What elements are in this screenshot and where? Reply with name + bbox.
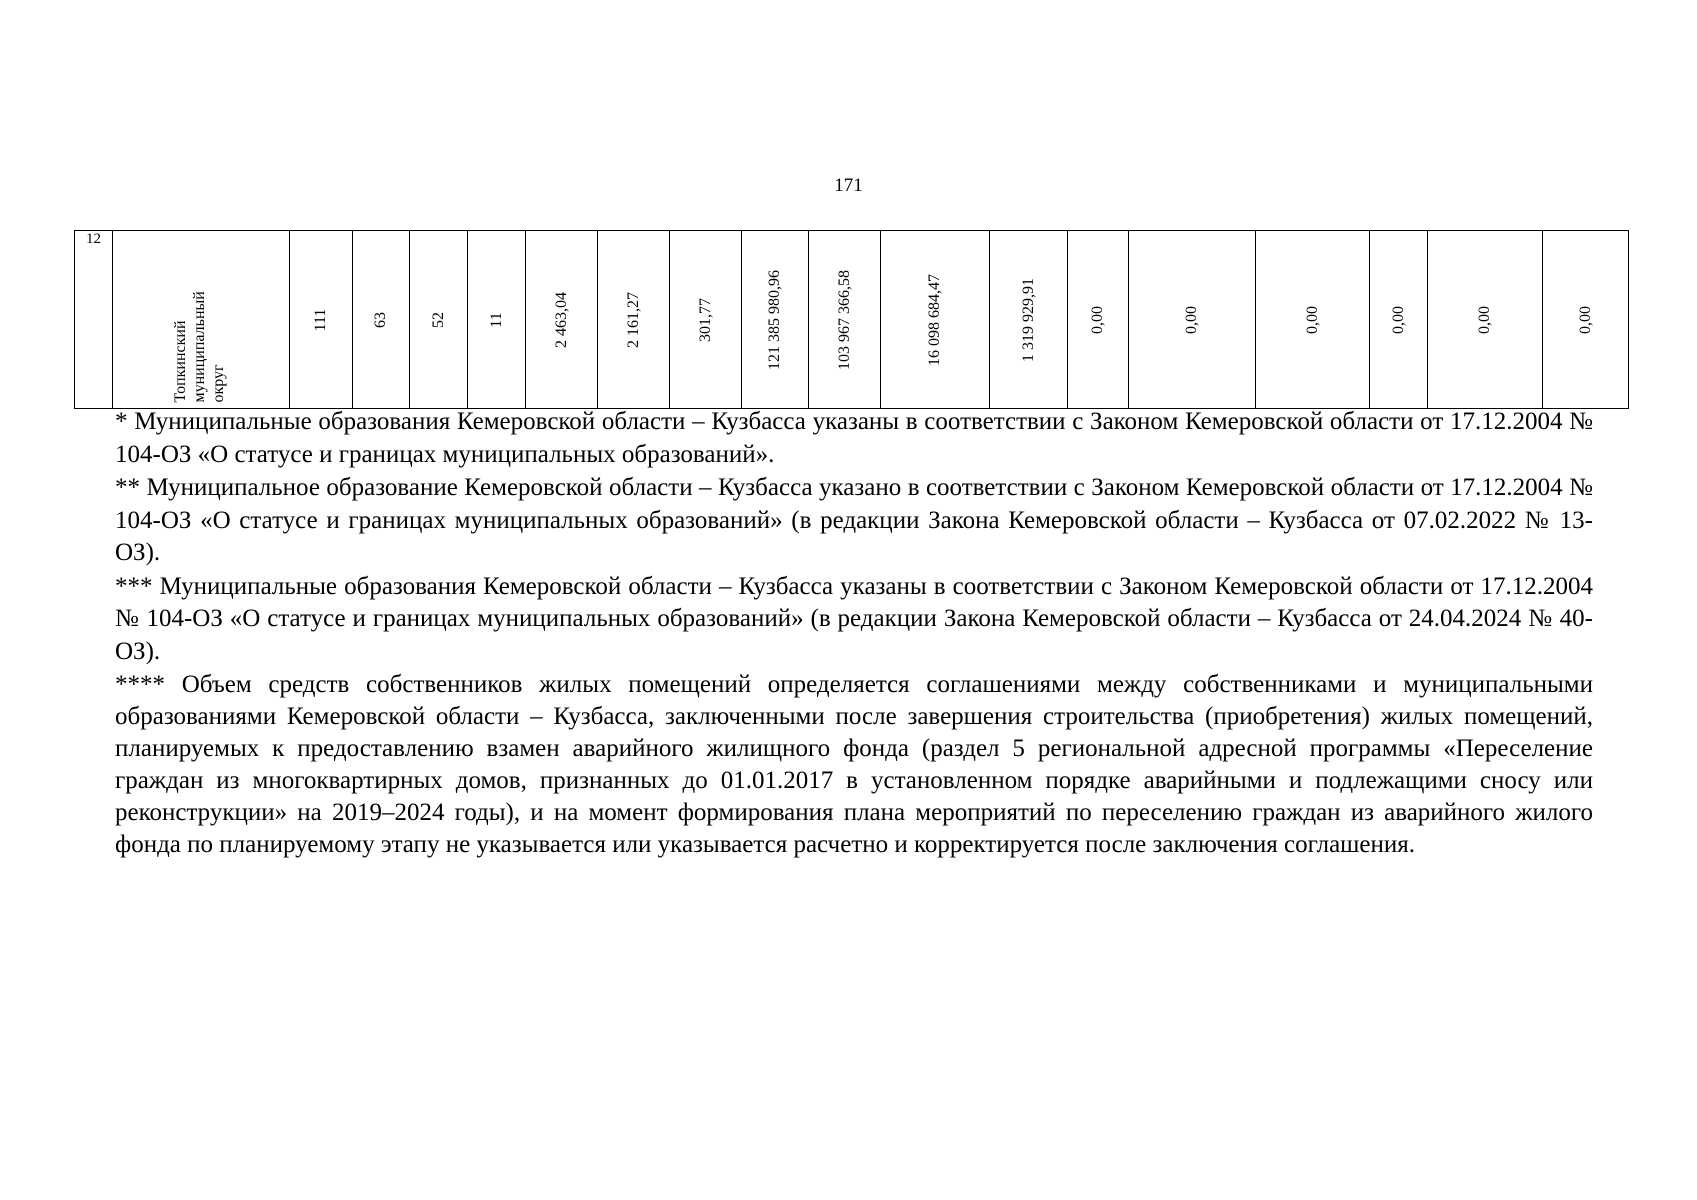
value-cell [1370, 231, 1428, 409]
cell-value: 103 967 366,58 [835, 269, 853, 370]
value-cell [290, 231, 353, 409]
municipality-name-line: Топкинский [172, 320, 189, 403]
cell-value: 52 [429, 311, 447, 328]
value-cell [1428, 231, 1543, 409]
municipality-name-line: муниципальный [191, 291, 208, 403]
footnote: * Муниципальные образования Кемеровской области – Кузбасса указаны в соответствии с Законом Кемеровской области от 17.12.2004 № 104-ОЗ «О статусе и границах муниципальных образований». [115, 408, 1593, 468]
municipality-name [171, 232, 231, 403]
cell-value: 0,00 [1089, 305, 1106, 334]
value-cell [353, 231, 410, 409]
cell-value: 0,00 [1389, 305, 1407, 334]
value-cell [1256, 231, 1370, 409]
municipality-name-line: округ [210, 364, 227, 403]
value-cell [670, 231, 742, 409]
row-number: 12 [86, 231, 101, 247]
row-number-cell [75, 231, 113, 409]
cell-value: 0,00 [1183, 305, 1200, 334]
value-cell [1129, 231, 1256, 409]
cell-value: 121 385 980,96 [766, 269, 783, 370]
cell-value: 63 [372, 311, 389, 328]
cell-value: 0,00 [1476, 305, 1493, 334]
value-cell [1543, 231, 1629, 409]
page-number: 171 [834, 175, 863, 196]
cell-value: 0,00 [1303, 305, 1321, 334]
footnote: ** Муниципальное образование Кемеровской области – Кузбасса указано в соответствии с Законом Кемеровской области от 17.12.2004 № 104-ОЗ «О статусе и границах муниципальных образований» (в редакции Закона Кемеровской области – Кузбасса от 07.02.2022 № 13-ОЗ). [115, 474, 1593, 566]
footnote: *** Муниципальные образования Кемеровской области – Кузбасса указаны в соответствии с Законом Кемеровской области от 17.12.2004 № 104-ОЗ «О статусе и границах муниципальных образований» (в редакции Закона Кемеровской области – Кузбасса от 24.04.2024 № 40-ОЗ). [115, 572, 1593, 665]
cell-value: 2 463,04 [552, 291, 570, 348]
cell-value: 0,00 [1576, 305, 1594, 334]
value-cell [1068, 231, 1129, 409]
table-row [75, 231, 1629, 409]
value-cell [742, 231, 809, 409]
cell-value: 1 319 929,91 [1019, 277, 1037, 362]
cell-value: 2 161,27 [624, 291, 642, 348]
value-cell [526, 231, 598, 409]
footnote: **** Объем средств собственников жилых помещений определяется соглашениями между собственниками и муниципальными образованиями Кемеровской области – Кузбасса, заключенными после завершения строительства (приобретения) жилых помещений, планируемых к предоставлению взамен аварийного жилищного фонда (раздел 5 региональной адресной программы «Переселение граждан из многоквартирных домов, признанных до 01.01.2017 в установленном порядке аварийными и подлежащими сносу или реконструкции» на 2019–2024 годы), и на момент формирования плана мероприятий по переселению граждан из аварийного жилого фонда по планируемому этапу не указывается или указывается расчетно и корректируется после заключения соглашения. [115, 671, 1593, 858]
cell-value: 111 [312, 308, 329, 331]
value-cell [881, 231, 990, 409]
cell-value: 301,77 [696, 297, 714, 342]
municipality-name-cell [113, 231, 290, 409]
value-cell [468, 231, 526, 409]
value-cell [990, 231, 1068, 409]
value-cell [410, 231, 468, 409]
cell-value: 11 [487, 311, 505, 328]
data-table [74, 230, 1629, 409]
value-cell [809, 231, 881, 409]
value-cell [598, 231, 670, 409]
cell-value: 16 098 684,47 [926, 273, 943, 366]
footnotes [115, 406, 1593, 862]
